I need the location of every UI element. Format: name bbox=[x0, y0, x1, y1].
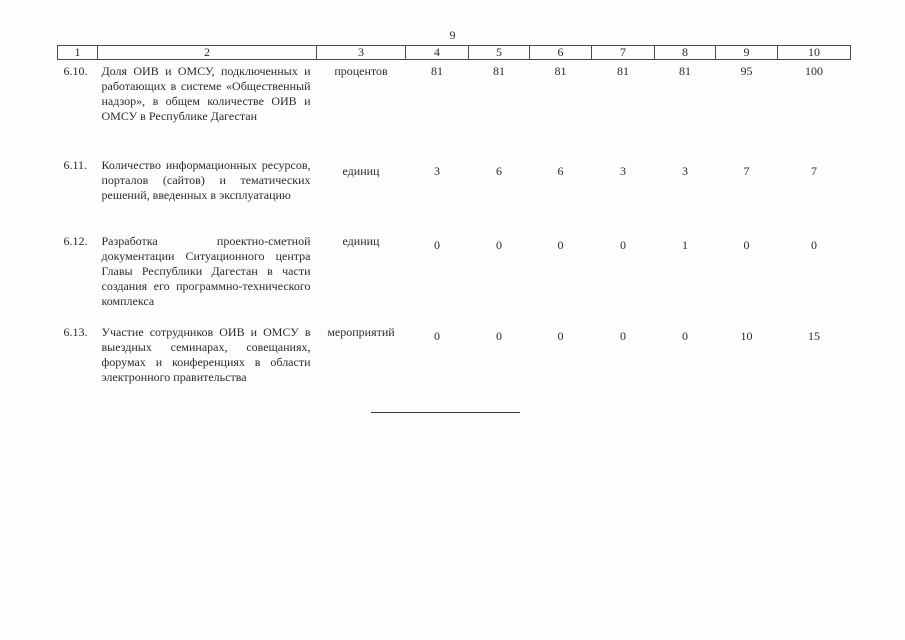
value-cell: 0 bbox=[743, 238, 750, 252]
value-cell: 10 bbox=[740, 329, 753, 343]
unit-of-measure: процентов bbox=[334, 64, 388, 78]
value-cell: 81 bbox=[431, 64, 443, 78]
value-cell: 81 bbox=[679, 64, 691, 78]
value-cell: 81 bbox=[493, 64, 505, 78]
value-cell: 0 bbox=[811, 238, 817, 252]
end-of-table-rule bbox=[371, 412, 520, 413]
header-cell: 6 bbox=[530, 46, 592, 60]
value-cell: 0 bbox=[557, 238, 564, 252]
table-row bbox=[58, 60, 851, 155]
indicator-name: Доля ОИВ и ОМСУ, подключенных и работающих в системе «Общественный надзор», в общем количестве ОИВ и ОМСУ в Республике Дагестан bbox=[101, 64, 311, 123]
header-cell: 5 bbox=[469, 46, 530, 60]
value-cell: 0 bbox=[682, 329, 688, 343]
unit-of-measure: мероприятий bbox=[327, 325, 395, 339]
unit-of-measure: единиц bbox=[342, 234, 380, 248]
value-cell: 7 bbox=[811, 164, 817, 178]
value-cell: 6 bbox=[557, 164, 564, 178]
indicator-name: Разработка проектно-сметной документации Ситуационного центра Главы Республики Дагестан в части создания его программно-технического комплекса bbox=[101, 234, 311, 308]
header-cell: 3 bbox=[317, 46, 406, 60]
indicator-name: Участие сотрудников ОИВ и ОМСУ в выездных семинарах, совещаниях, форумах и конференциях в области электронного правительства bbox=[101, 325, 311, 384]
header-cell: 10 bbox=[778, 46, 851, 60]
indicators-table bbox=[57, 45, 851, 403]
indicators-table-wrapper bbox=[57, 45, 850, 403]
value-cell: 81 bbox=[554, 64, 567, 78]
value-cell: 0 bbox=[434, 329, 440, 343]
value-cell: 0 bbox=[496, 238, 502, 252]
value-cell: 3 bbox=[682, 164, 688, 178]
value-cell: 1 bbox=[682, 238, 688, 252]
page-number: 9 bbox=[449, 28, 456, 42]
value-cell: 0 bbox=[557, 329, 564, 343]
value-cell: 6 bbox=[496, 164, 502, 178]
header-cell: 2 bbox=[98, 46, 317, 60]
value-cell: 95 bbox=[740, 64, 753, 78]
table-row bbox=[58, 154, 851, 230]
header-cell: 1 bbox=[58, 46, 98, 60]
row-number: 6.13. bbox=[63, 325, 88, 339]
value-cell: 81 bbox=[617, 64, 629, 78]
row-number: 6.12. bbox=[63, 234, 88, 248]
value-cell: 7 bbox=[743, 164, 750, 178]
table-row bbox=[58, 230, 851, 321]
row-number: 6.11. bbox=[63, 158, 88, 172]
table-row bbox=[58, 321, 851, 403]
value-cell: 0 bbox=[620, 238, 626, 252]
header-cell: 4 bbox=[406, 46, 469, 60]
header-row bbox=[58, 46, 851, 60]
value-cell: 3 bbox=[620, 164, 626, 178]
header-cell: 8 bbox=[655, 46, 716, 60]
indicator-name: Количество информационных ресурсов, порталов (сайтов) и тематических решений, введенных в эксплуатацию bbox=[101, 158, 311, 202]
value-cell: 15 bbox=[808, 329, 820, 343]
row-number: 6.10. bbox=[63, 64, 88, 78]
value-cell: 0 bbox=[496, 329, 502, 343]
value-cell: 100 bbox=[805, 64, 823, 78]
unit-of-measure: единиц bbox=[342, 164, 380, 178]
header-cell: 7 bbox=[592, 46, 655, 60]
value-cell: 0 bbox=[620, 329, 626, 343]
value-cell: 0 bbox=[434, 238, 440, 252]
value-cell: 3 bbox=[434, 164, 440, 178]
header-cell: 9 bbox=[716, 46, 778, 60]
